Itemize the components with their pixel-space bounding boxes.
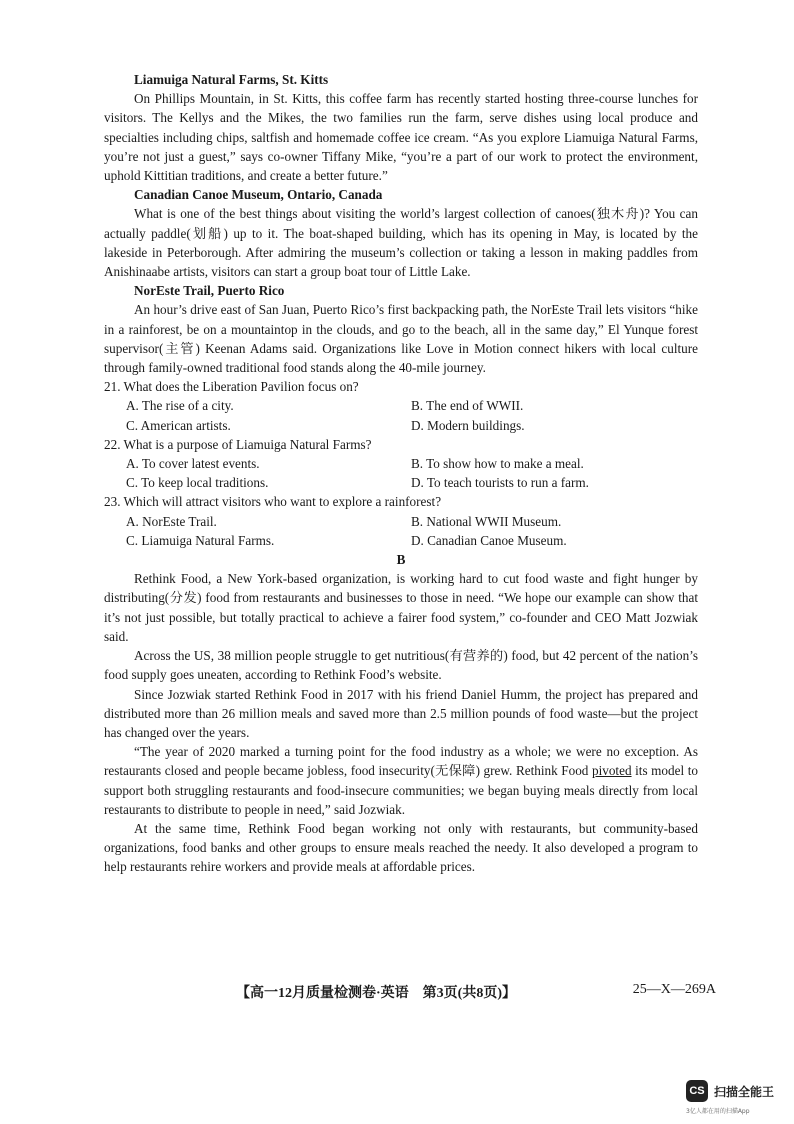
footer-code: 25—X—269A <box>632 982 716 997</box>
paragraph-noreste: An hour’s drive east of San Juan, Puerto Rico’s first backpacking path, the NorEste Trail lets visitors “hike in a rainforest, be on a mountaintop in the clouds, and go to the beach, all in the same day,” El Yunque forest supervisor(主管) Keenan Adams said. Organizations like Love in Motion connect hikers with local culture through family-owned traditional food stands along the 40-mile journey. <box>104 302 698 376</box>
option-d: D. Canadian Canoe Museum. <box>411 532 567 548</box>
question-22 <box>104 435 698 493</box>
paragraph-b4 <box>104 742 698 819</box>
option-d: D. To teach tourists to run a farm. <box>411 475 589 491</box>
option-d: D. Modern buildings. <box>411 417 525 433</box>
question-stem: 23. Which will attract visitors who want to explore a rainforest? <box>104 494 442 510</box>
option-a: A. To cover latest events. <box>126 456 260 472</box>
option-c: C. To keep local traditions. <box>126 475 269 491</box>
watermark-name: 扫描全能王 <box>714 1084 775 1099</box>
heading-liamuiga: Liamuiga Natural Farms, St. Kitts <box>134 72 329 87</box>
underlined-word: pivoted <box>591 763 632 779</box>
watermark-tagline: 3亿人都在用的扫描App <box>686 1108 750 1115</box>
option-c: C. American artists. <box>126 417 231 433</box>
paragraph-liamuiga: On Phillips Mountain, in St. Kitts, this coffee farm has recently started hosting three-course lunches for visitors. The Kellys and the Mikes, the two families run the farm, serve dishes using local produce and specialties including chips, saltfish and homemade coffee ice cream. “As you explore Liamuiga Natural Farms, you’re not just a guest,” says co-owner Tiffany Mike, “you’re a part of our work to protect the environment, uphold Kittitian traditions, and create a better future.” <box>104 91 698 184</box>
page-footer <box>236 982 716 1002</box>
page-content <box>104 70 698 877</box>
heading-canoe: Canadian Canoe Museum, Ontario, Canada <box>134 187 383 203</box>
option-a: A. The rise of a city. <box>126 398 234 414</box>
section-label-b: B <box>396 552 406 568</box>
scanner-watermark <box>686 1080 775 1115</box>
question-23 <box>104 492 698 550</box>
heading-noreste: NorEste Trail, Puerto Rico <box>134 283 285 299</box>
question-21 <box>104 377 698 435</box>
paragraph-b4-after: its model to support both struggling restaurants and food-insecure communities; we began buying meals directly from local restaurants to distribute to people in need,” said Jozwiak. <box>104 763 698 817</box>
paragraph-b1: Rethink Food, a New York-based organization, is working hard to cut food waste and fight hunger by distributing(分发) food from restaurants and businesses to those in need. “We hope our example can show that it’s not just possible, but totally practical to achieve a fairer food system,” co-founder and CEO Matt Jozwiak said. <box>104 571 698 644</box>
option-a: A. NorEste Trail. <box>126 513 217 529</box>
question-stem: 22. What is a purpose of Liamuiga Natural Farms? <box>104 436 372 452</box>
camscanner-logo-icon: CS <box>686 1080 708 1102</box>
option-b: B. National WWII Museum. <box>411 513 562 529</box>
paragraph-canoe: What is one of the best things about visiting the world’s largest collection of canoes(独木舟)? You can actually paddle(划船) up to it. The boat-shaped building, which has its opening in May, is located by the lakeside in Peterborough. After admiring the museum’s collection or taking a lesson in making paddles from Anishinaabe artists, visitors can start a group boat tour of Little Lake. <box>104 206 698 280</box>
option-b: B. The end of WWII. <box>411 398 524 414</box>
paragraph-b5: At the same time, Rethink Food began working not only with restaurants, but community-based organizations, food banks and other groups to ensure meals reached the needy. It also developed a program to help restaurants rehire workers and provide meals at affordable prices. <box>104 820 698 875</box>
paragraph-b3: Since Jozwiak started Rethink Food in 2017 with his friend Daniel Humm, the project has prepared and distributed more than 26 million meals and saved more than 2.5 million pounds of food waste—but the project has changed over the years. <box>104 686 698 740</box>
option-b: B. To show how to make a meal. <box>411 456 584 472</box>
question-stem: 21. What does the Liberation Pavilion focus on? <box>104 379 359 395</box>
paragraph-b2: Across the US, 38 million people struggle to get nutritious(有营养的) food, but 42 percent of the nation’s food supply goes uneaten, according to Rethink Food’s website. <box>104 648 698 683</box>
paragraph-b4-before: “The year of 2020 marked a turning point for the food industry as a whole; we were no exception. As restaurants closed and people became jobless, food insecurity(无保障) grew. Rethink Food <box>104 744 698 779</box>
option-c: C. Liamuiga Natural Farms. <box>126 532 275 548</box>
footer-title: 【高一12月质量检测卷·英语 第3页(共8页)】 <box>236 986 516 1001</box>
